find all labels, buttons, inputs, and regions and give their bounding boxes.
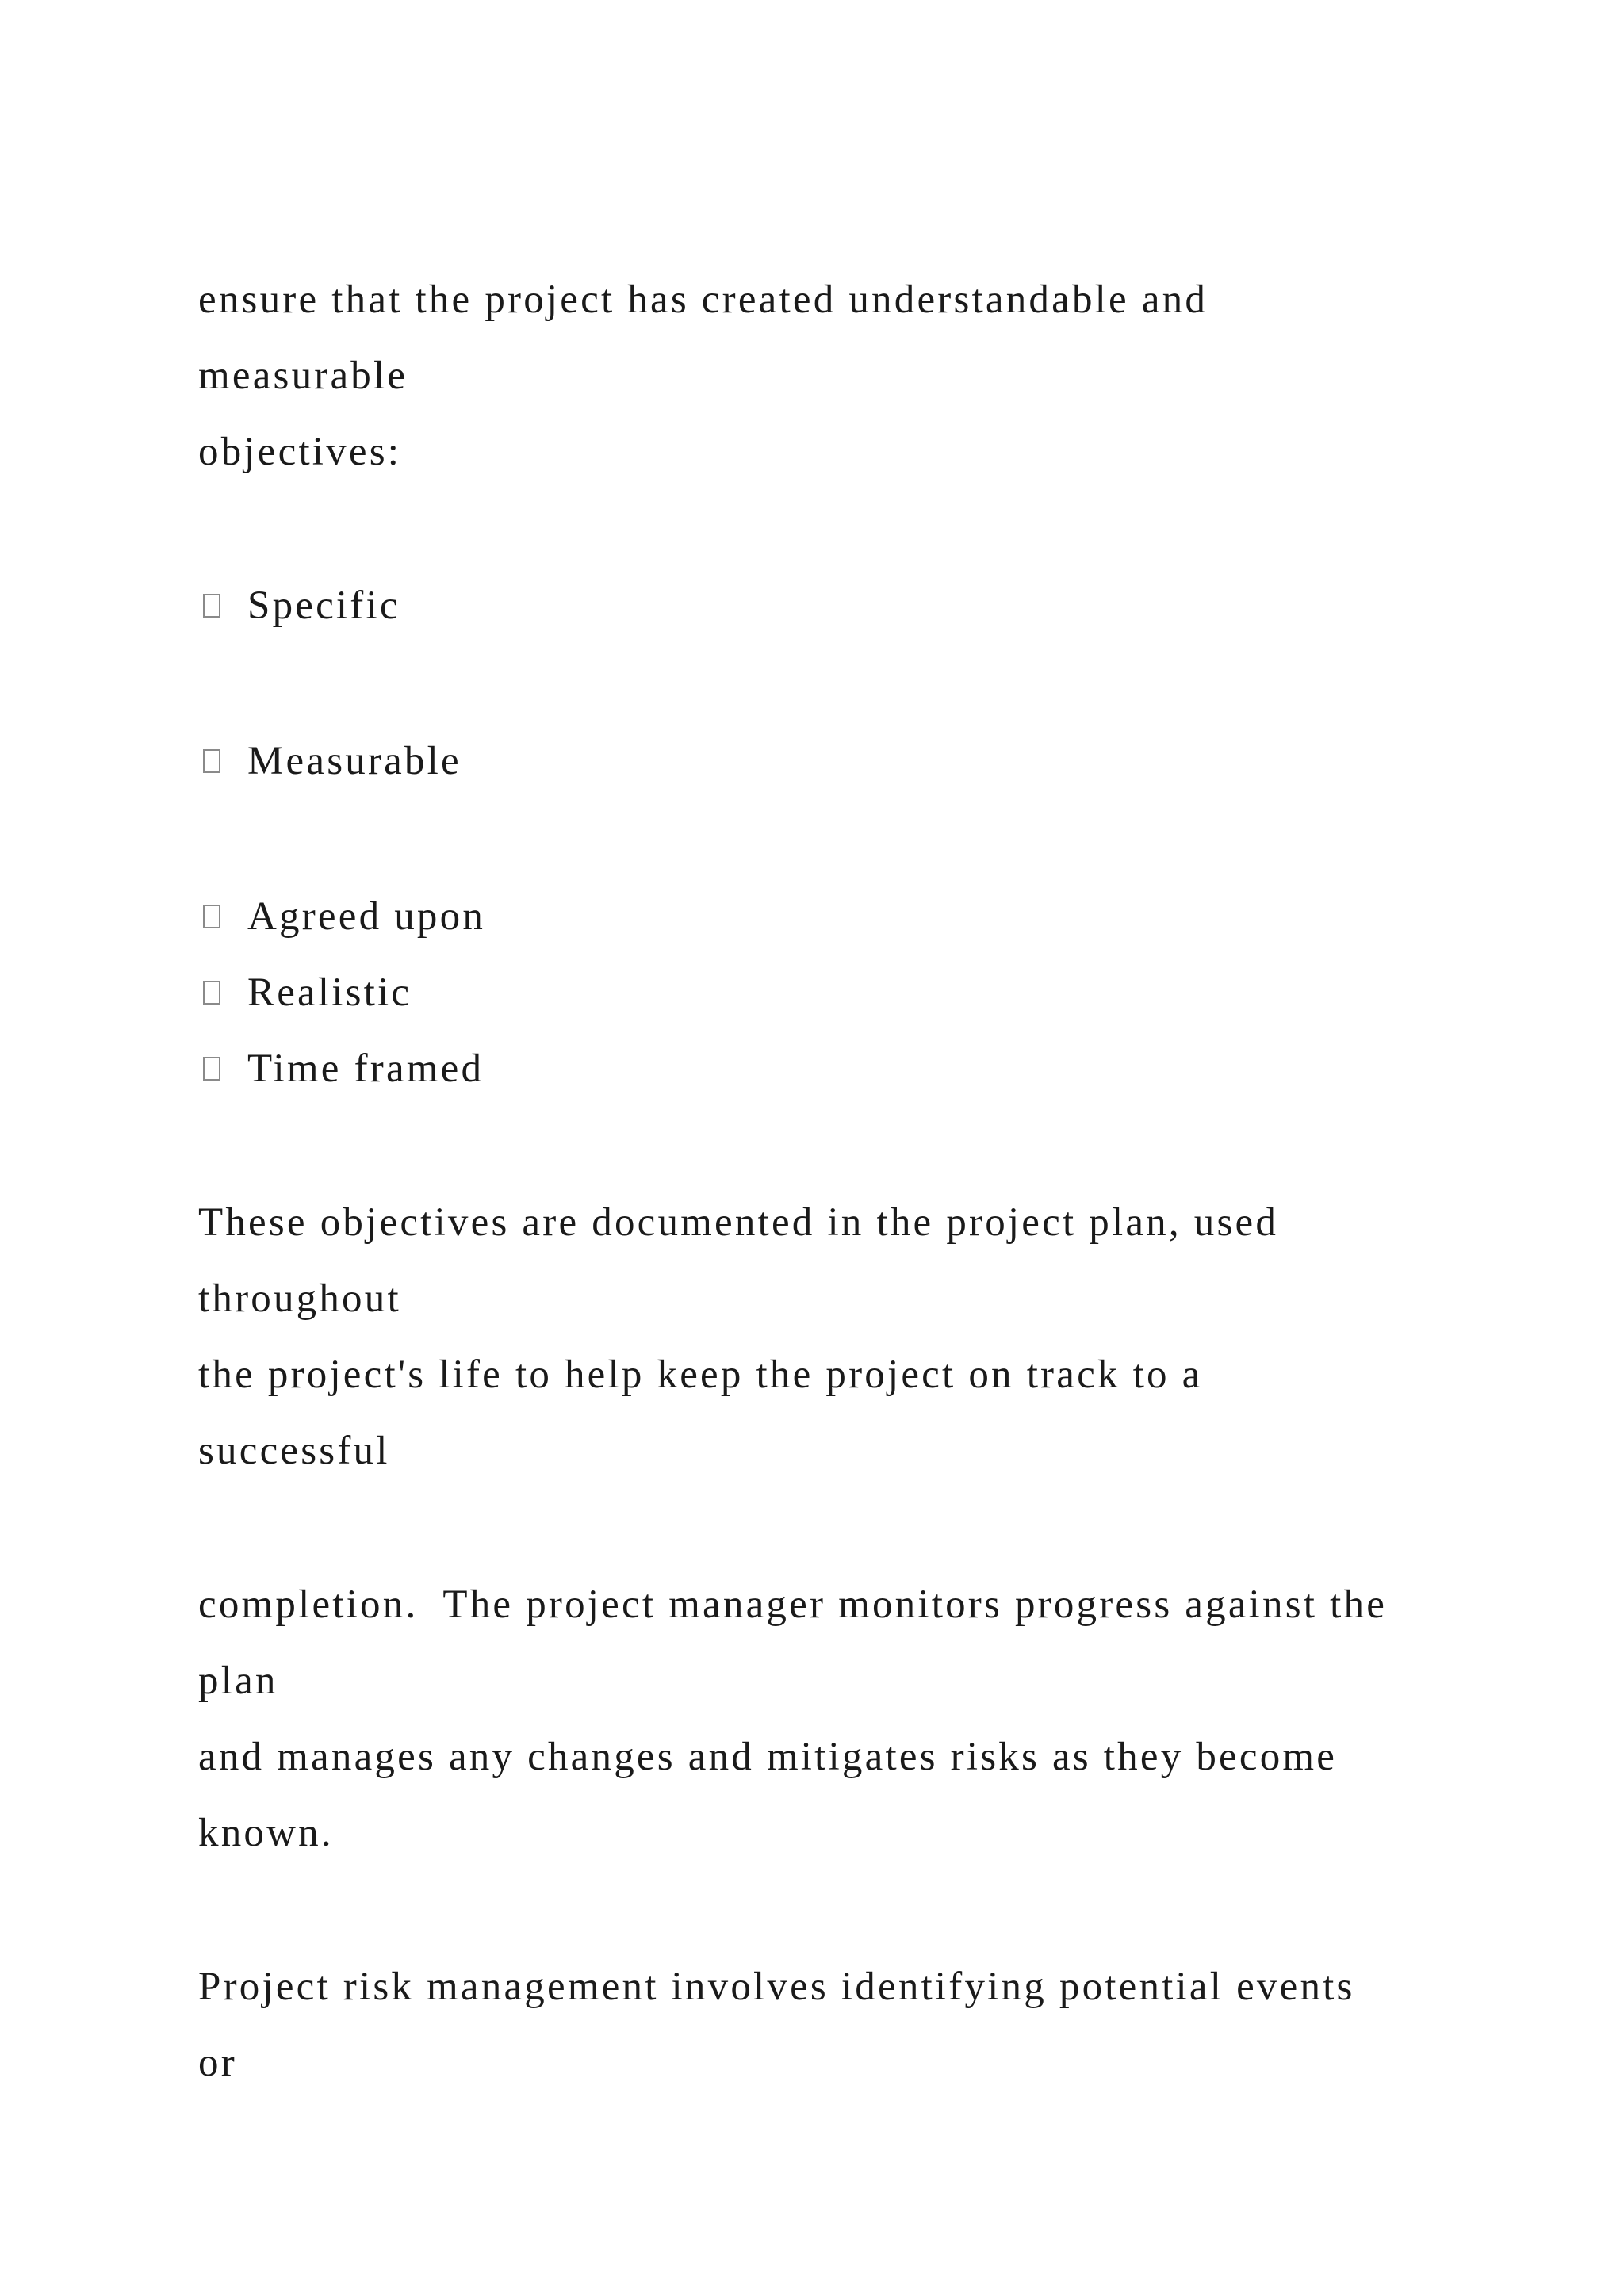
list-item-specific [198,582,400,629]
paragraph-1-line-1: These objectives are documented in the project plan, used [198,1200,1279,1245]
intro-line-2: measurable [198,354,408,398]
list-item-agreed-upon [198,893,485,940]
list-item-realistic [198,969,412,1016]
list-item-label: Agreed upon [247,894,486,939]
paragraph-2-line-2: plan [198,1659,278,1703]
bullet-box-icon [203,1057,220,1081]
paragraph-2-line-4: known. [198,1811,334,1855]
intro-line-1: ensure that the project has created understandable and [198,277,1208,322]
list-item-label: Measurable [247,739,462,783]
list-item-time-framed [198,1045,484,1093]
list-item-measurable [198,737,462,785]
paragraph-1-line-4: successful [198,1429,390,1473]
bullet-box-icon [203,594,220,618]
paragraph-2-line-1: completion. The project manager monitors progress against the [198,1582,1388,1627]
list-item-label: Time framed [247,1047,485,1091]
bullet-box-icon [203,981,220,1004]
intro-line-3: objectives: [198,430,402,474]
paragraph-3-line-2: or [198,2041,237,2085]
paragraph-1-line-2: throughout [198,1276,401,1321]
paragraph-2-line-3: and manages any changes and mitigates risks as they become [198,1735,1338,1779]
paragraph-3-line-1: Project risk management involves identifying potential events [198,1965,1355,2009]
paragraph-1-line-3: the project's life to help keep the project on track to a [198,1353,1203,1397]
list-item-label: Specific [247,584,400,628]
list-item-label: Realistic [247,970,412,1015]
bullet-box-icon [203,749,220,773]
bullet-box-icon [203,905,220,928]
